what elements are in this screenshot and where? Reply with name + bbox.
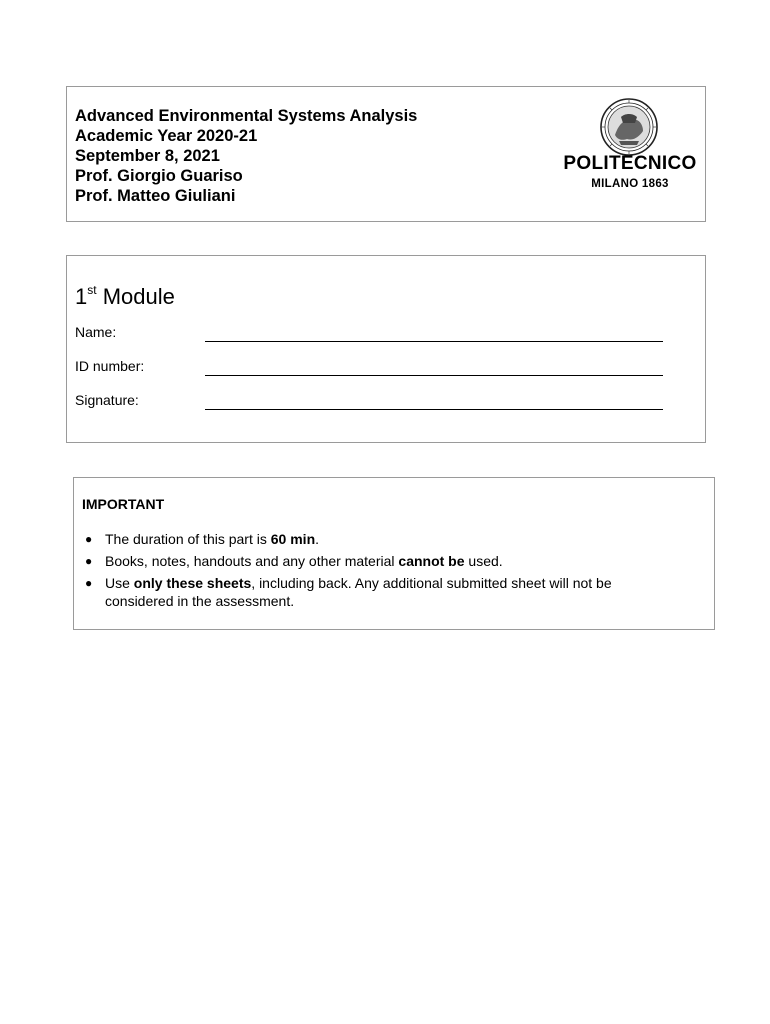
course-info	[75, 106, 417, 206]
exam-date: September 8, 2021	[75, 147, 220, 165]
politecnico-logo	[561, 97, 699, 197]
important-list	[82, 530, 682, 614]
name-field	[75, 324, 695, 344]
signature-field	[75, 392, 695, 412]
item-emphasis: 60 min	[270, 531, 316, 547]
id-number-input-line[interactable]	[205, 375, 663, 376]
module-number: 1	[75, 284, 88, 309]
bullet-icon: ●	[85, 532, 93, 546]
list-item	[82, 530, 682, 548]
id-number-label: ID number:	[75, 358, 145, 374]
id-number-field	[75, 358, 695, 378]
item-text: The duration of this part is	[105, 531, 271, 547]
item-text: Books, notes, handouts and any other material	[105, 553, 399, 569]
academic-year: Academic Year 2020-21	[75, 127, 258, 145]
item-emphasis: only these sheets	[133, 575, 252, 591]
logo-name: POLITECNICO	[563, 153, 697, 174]
bullet-icon: ●	[85, 576, 93, 590]
list-item	[82, 574, 682, 610]
important-title: IMPORTANT	[82, 496, 165, 512]
item-text: .	[315, 531, 320, 547]
item-text: used.	[464, 553, 503, 569]
university-seal-icon	[599, 97, 659, 157]
signature-input-line[interactable]	[205, 409, 663, 410]
name-input-line[interactable]	[205, 341, 663, 342]
logo-subtitle: MILANO 1863	[591, 178, 669, 190]
module-title	[75, 283, 175, 310]
signature-label: Signature:	[75, 392, 139, 408]
important-notice	[73, 477, 715, 630]
module-ordinal-suffix: st	[87, 283, 97, 297]
item-text: , including back. Any additional submitted sheet will not be considered in the assessment.	[105, 575, 612, 609]
item-text: Use	[105, 575, 134, 591]
name-label: Name:	[75, 324, 117, 340]
course-header	[66, 86, 706, 222]
professor-2: Prof. Matteo Giuliani	[75, 187, 236, 205]
item-emphasis: cannot be	[398, 553, 465, 569]
module-section	[66, 255, 706, 443]
bullet-icon: ●	[85, 554, 93, 568]
course-title: Advanced Environmental Systems Analysis	[75, 107, 418, 125]
module-label: Module	[96, 284, 175, 309]
list-item	[82, 552, 682, 570]
professor-1: Prof. Giorgio Guariso	[75, 167, 243, 185]
